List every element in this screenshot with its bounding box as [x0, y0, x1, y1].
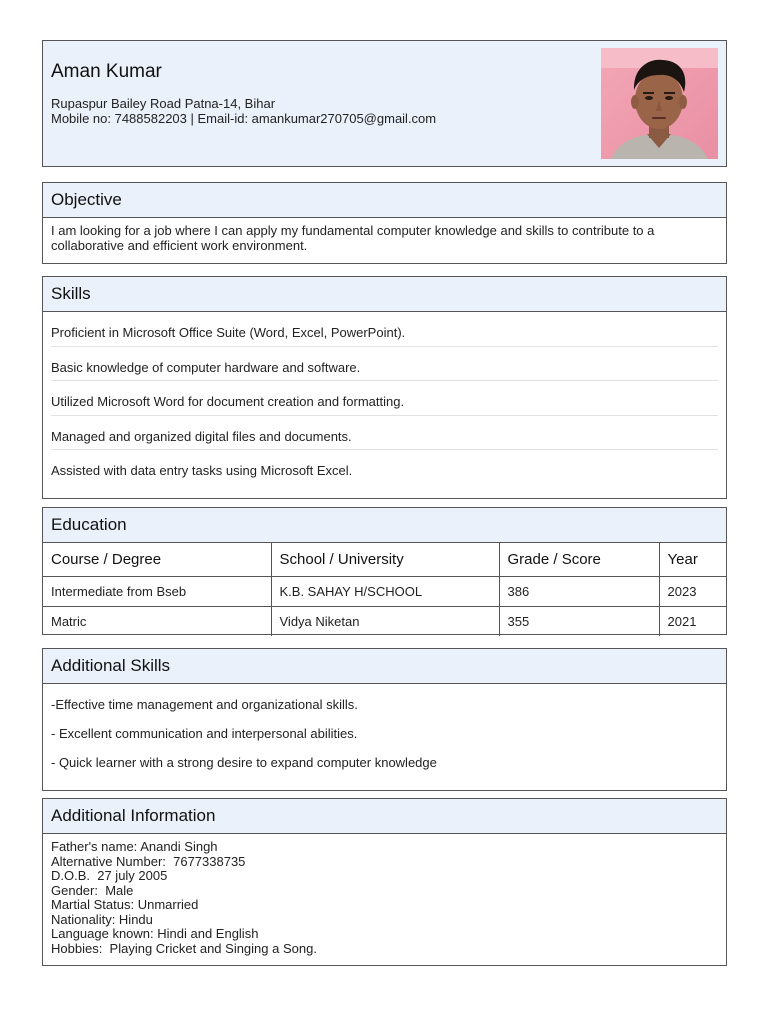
phone-email-line: Mobile no: 7488582203 | Email-id: amankumar270705@gmail.com [51, 111, 437, 126]
info-line: Nationality: Hindu [51, 911, 153, 927]
info-line: Hobbies: Playing Cricket and Singing a Song. [51, 940, 317, 956]
table-cell: 2023 [659, 576, 726, 606]
list-item: Utilized Microsoft Word for document creation and formatting. [51, 381, 718, 416]
info-line: Martial Status: Unmarried [51, 897, 199, 912]
info-line: Gender: Male [51, 882, 134, 898]
section-title: Additional Information [43, 799, 726, 834]
education-section [42, 507, 727, 635]
list-item: - Quick learner with a strong desire to expand computer knowledge [51, 755, 437, 770]
additional-information-section [42, 798, 727, 966]
table-cell: Intermediate from Bseb [43, 576, 271, 606]
skills-section [42, 276, 727, 499]
table-row [43, 576, 726, 606]
info-line: Alternative Number: 7677338735 [51, 853, 246, 869]
section-title: Additional Skills [43, 649, 726, 684]
candidate-name: Aman Kumar [51, 61, 162, 82]
section-title: Objective [43, 183, 726, 218]
table-cell: K.B. SAHAY H/SCHOOL [271, 576, 499, 606]
table-cell: Matric [43, 606, 271, 636]
education-table [43, 543, 726, 636]
table-header-row [43, 543, 726, 576]
additional-skills-section [42, 648, 727, 791]
info-line: D.O.B. 27 july 2005 [51, 868, 168, 883]
section-title: Skills [43, 277, 726, 312]
profile-photo [601, 48, 718, 159]
list-item: Basic knowledge of computer hardware and software. [51, 347, 718, 382]
column-header: Year [659, 543, 726, 576]
column-header: School / University [271, 543, 499, 576]
skills-list [43, 312, 726, 485]
table-cell: 355 [499, 606, 659, 636]
list-item: -Effective time management and organizational skills. [51, 697, 358, 712]
resume-header [42, 40, 727, 167]
objective-section [42, 182, 727, 264]
list-item: Assisted with data entry tasks using Microsoft Excel. [51, 463, 353, 479]
list-item: - Excellent communication and interpersonal abilities. [51, 726, 358, 741]
table-cell: 2021 [667, 613, 697, 629]
info-line: Father's name: Anandi Singh [51, 839, 218, 854]
column-header: Course / Degree [43, 543, 271, 576]
section-title: Education [43, 508, 726, 543]
list-item: Proficient in Microsoft Office Suite (Word, Excel, PowerPoint). [51, 312, 718, 347]
table-row [43, 606, 726, 636]
table-cell: 386 [499, 576, 659, 606]
additional-information-list [43, 834, 726, 956]
table-cell: Vidya Niketan [271, 606, 499, 636]
column-header: Grade / Score [499, 543, 659, 576]
contact-details [51, 96, 436, 126]
address-line: Rupaspur Bailey Road Patna-14, Bihar [51, 96, 276, 111]
additional-skills-list [43, 684, 726, 784]
list-item: Managed and organized digital files and documents. [51, 416, 718, 451]
objective-text: I am looking for a job where I can apply my fundamental computer knowledge and skills to contribute to a collaborative and efficient work environment. [51, 223, 655, 253]
profile-photo-image [601, 48, 718, 159]
info-line: Language known: Hindi and English [51, 926, 259, 941]
